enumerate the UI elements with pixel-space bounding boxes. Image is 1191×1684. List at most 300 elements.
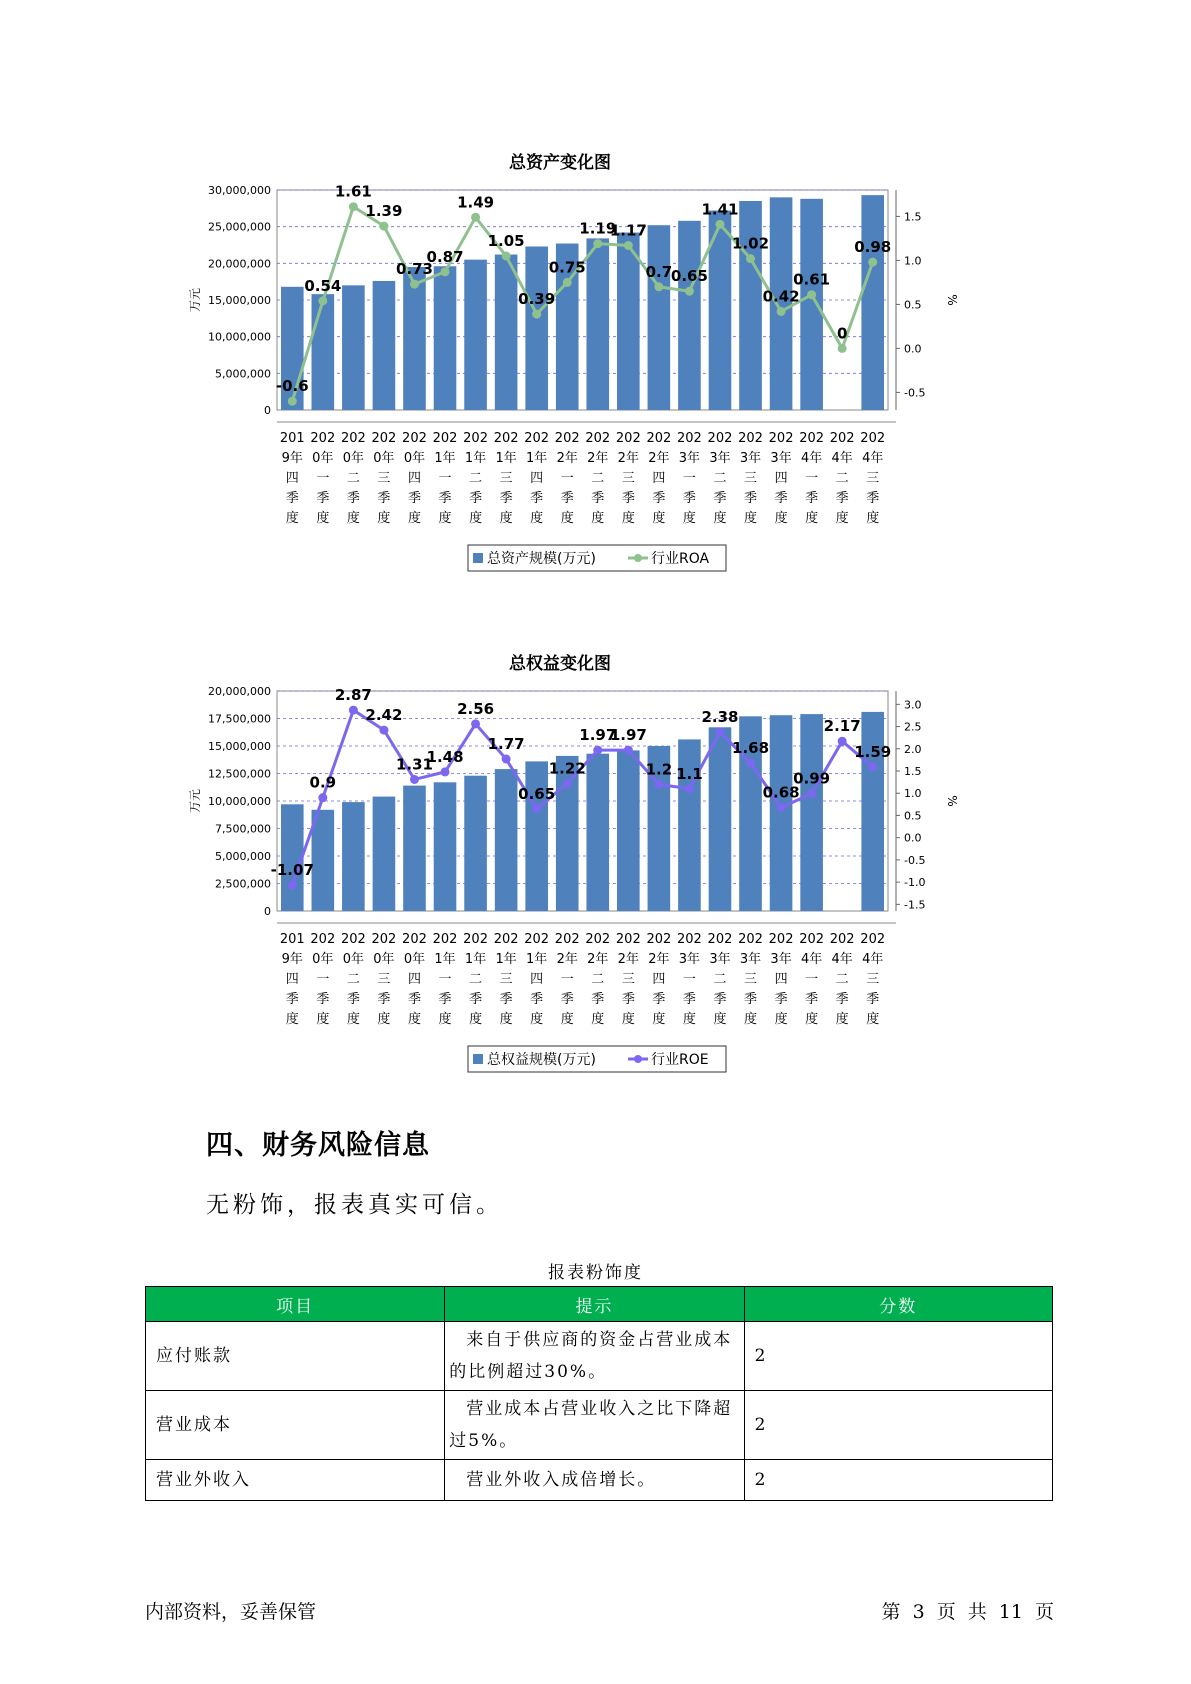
item-cell: 营业外收入 [146,1460,445,1501]
line-point [624,241,633,250]
line-point [318,296,327,305]
data-label: 0.98 [854,238,892,257]
line-point [288,397,297,406]
x-tick-label: 四 [407,471,421,486]
x-tick-label: 一 [805,471,819,486]
x-tick-label: 202 [402,932,427,947]
table-caption: 报表粉饰度 [548,1263,643,1283]
x-tick-label: 度 [285,1012,299,1027]
x-tick-label: 0年 [342,451,365,466]
y2-tick-label: 0.0 [904,342,922,356]
line-point [654,780,663,789]
x-tick-label: 四 [774,972,788,987]
y-tick-label: 0 [264,905,271,918]
legend-label: 总权益规模(万元) [487,1052,596,1068]
x-tick-label: 3年 [770,952,792,967]
legend-swatch-bar [473,553,483,563]
x-tick-label: 度 [652,1012,666,1027]
hint-cell: 营业成本占营业收入之比下降超过5%。 [445,1391,744,1460]
x-tick-label: 9年 [281,451,303,466]
x-tick-label: 季 [530,491,544,506]
x-tick-label: 度 [346,511,360,526]
x-tick-label: 202 [615,431,641,446]
score-cell: 2 [744,1460,1052,1501]
x-tick-label: 4年 [862,952,884,967]
x-tick-label: 季 [407,491,421,506]
line-point [868,763,877,772]
x-tick-label: 季 [377,992,391,1007]
line-point [349,706,358,715]
data-label: 0.54 [304,276,342,295]
line-point [593,746,602,755]
x-tick-label: 202 [524,932,550,947]
x-tick-label: 四 [285,972,299,987]
x-tick-label: 度 [530,511,544,526]
score-cell: 2 [744,1391,1052,1460]
data-label: 1.97 [609,726,647,745]
x-tick-label: 度 [774,1012,788,1027]
x-tick-label: 四 [652,972,666,987]
x-tick-label: 3年 [739,952,762,967]
line-point [868,258,877,267]
data-label: 0.68 [762,783,800,802]
x-tick-label: 度 [835,1012,849,1027]
x-tick-label: 一 [316,972,330,987]
x-tick-label: 度 [805,1012,819,1027]
hint-cell: 营业外收入成倍增长。 [445,1460,744,1501]
y-tick-label: 5,000,000 [215,367,271,381]
data-label: 1.02 [732,234,770,253]
x-tick-label: 季 [469,491,483,506]
page-number: 第 3 页 共 11 页 [881,1601,1054,1623]
x-tick-label: 季 [469,992,483,1007]
x-tick-label: 202 [860,431,886,446]
x-tick-label: 四 [407,972,421,987]
x-tick-label: 度 [285,511,299,526]
x-tick-label: 三 [377,471,391,486]
section-body: 无粉饰，报表真实可信。 [206,1192,503,1218]
x-tick-label: 季 [835,491,849,506]
x-tick-label: 季 [285,491,299,506]
x-tick-label: 一 [805,972,819,987]
line-point [685,287,694,296]
x-tick-label: 二 [591,972,605,987]
x-tick-label: 度 [316,1012,330,1027]
y2-tick-label: 2.5 [904,720,922,734]
x-tick-label: 二 [469,471,483,486]
x-tick-label: 度 [621,511,635,526]
x-tick-label: 202 [829,431,855,446]
data-label: 2.42 [365,706,403,725]
x-tick-label: 0年 [312,952,334,967]
x-tick-label: 2年 [587,952,609,967]
x-tick-label: 202 [738,431,763,446]
x-tick-label: 季 [407,992,421,1007]
x-tick-label: 度 [744,1012,758,1027]
y2-tick-label: 0.0 [904,831,922,845]
legend-label: 行业ROE [651,1052,709,1068]
item-cell: 营业成本 [146,1391,445,1460]
y2-tick-label: -1.0 [904,876,926,890]
x-tick-label: 1年 [434,952,456,967]
x-tick-label: 季 [866,491,880,506]
line-point [471,213,480,222]
x-tick-label: 度 [316,511,330,526]
line-point [807,789,816,798]
table-row [146,1322,1053,1391]
x-tick-label: 202 [432,932,458,947]
x-tick-label: 度 [713,511,727,526]
x-tick-label: 二 [346,471,360,486]
x-tick-label: 2年 [587,451,609,466]
bar [342,802,365,911]
x-tick-label: 季 [682,992,696,1007]
y-tick-label: 2,500,000 [215,877,271,891]
x-tick-label: 一 [682,471,696,486]
x-tick-label: 202 [860,932,886,947]
bar [495,769,518,911]
line-point [349,202,358,211]
x-tick-label: 4年 [800,952,823,967]
data-label: 0.75 [548,258,586,277]
line-point [746,254,755,263]
x-tick-label: 一 [438,972,452,987]
x-tick-label: 季 [652,491,666,506]
bar [617,750,640,911]
data-label: 2.56 [457,699,495,718]
x-tick-label: 二 [835,471,849,486]
bar [342,285,365,410]
x-tick-label: 四 [530,972,544,987]
y-tick-label: 15,000,000 [208,740,271,753]
x-tick-label: 0年 [373,952,395,967]
total-equity-chart [150,649,970,1099]
line-point [838,344,847,353]
bar [586,754,609,911]
data-label: 1.61 [334,182,372,201]
data-label: -1.07 [270,861,314,880]
x-tick-label: 二 [835,972,849,987]
x-tick-label: 202 [768,932,794,947]
line-point [777,803,786,812]
x-tick-label: 202 [829,932,855,947]
line-point [563,278,572,287]
bar [312,810,335,911]
column-header: 项目 [146,1287,445,1322]
data-label: 0.99 [793,769,831,788]
x-tick-label: 度 [835,511,849,526]
x-tick-label: 三 [621,471,635,486]
x-tick-label: 0年 [403,952,426,967]
x-tick-label: 季 [438,992,452,1007]
bar [739,201,762,410]
x-tick-label: 季 [316,992,330,1007]
y2-axis-label: % [945,294,959,306]
x-tick-label: 度 [682,1012,696,1027]
x-tick-label: 4年 [831,952,853,967]
x-tick-label: 202 [493,431,519,446]
x-tick-label: 度 [591,1012,605,1027]
x-tick-label: 3年 [709,451,731,466]
legend-label: 行业ROA [651,551,710,567]
line-point [593,239,602,248]
y2-axis-label: % [945,795,959,807]
data-label: 0.9 [309,773,337,792]
y2-tick-label: 1.0 [904,254,922,268]
y-axis-label: 万元 [188,287,202,313]
x-tick-label: 202 [799,431,825,446]
line-point [502,755,511,764]
line-point [379,726,388,735]
x-tick-label: 202 [799,932,825,947]
legend-swatch-point [634,1055,642,1063]
bar [464,260,487,410]
line-point [441,267,450,276]
line-point [654,282,663,291]
line-point [379,222,388,231]
x-tick-label: 0年 [312,451,334,466]
y2-tick-label: 0.5 [904,809,922,823]
bar [709,727,732,911]
line-point [318,793,327,802]
x-tick-label: 度 [591,511,605,526]
x-tick-label: 三 [744,471,758,486]
y-tick-label: 25,000,000 [208,220,271,234]
x-tick-label: 度 [377,511,391,526]
x-tick-label: 202 [463,932,488,947]
x-tick-label: 3年 [709,952,731,967]
data-label: 0.73 [395,260,433,279]
x-tick-label: 四 [652,471,666,486]
x-tick-label: 度 [438,511,452,526]
x-tick-label: 一 [560,471,574,486]
x-tick-label: 3年 [770,451,792,466]
x-tick-label: 季 [713,992,727,1007]
x-tick-label: 202 [585,932,611,947]
x-tick-label: 202 [554,431,580,446]
x-tick-label: 1年 [464,952,487,967]
data-label: 1.22 [548,759,586,778]
bar [373,281,396,410]
x-tick-label: 202 [432,431,458,446]
line-point [838,737,847,746]
x-tick-label: 202 [677,431,702,446]
x-tick-label: 季 [499,491,513,506]
x-tick-label: 季 [621,491,635,506]
line-point [532,310,541,319]
x-tick-label: 度 [346,1012,360,1027]
x-tick-label: 202 [371,932,397,947]
bar [373,797,396,911]
line-point [624,746,633,755]
x-tick-label: 季 [346,992,360,1007]
x-tick-label: 一 [560,972,574,987]
y-tick-label: 5,000,000 [215,850,271,863]
x-tick-label: 二 [469,972,483,987]
x-tick-label: 二 [591,471,605,486]
line-point [288,881,297,890]
x-tick-label: 202 [585,431,611,446]
x-tick-label: 季 [621,992,635,1007]
x-tick-label: 度 [438,1012,452,1027]
x-tick-label: 度 [407,1012,421,1027]
bar [281,804,304,911]
y2-tick-label: 3.0 [904,698,922,712]
data-label: 1.68 [732,739,770,757]
x-tick-label: 三 [866,972,880,987]
x-tick-label: 度 [469,511,483,526]
x-tick-label: 三 [621,972,635,987]
x-tick-label: 度 [713,1012,727,1027]
x-tick-label: 202 [646,932,672,947]
bar [800,714,823,911]
x-tick-label: 季 [316,491,330,506]
bar [617,233,640,410]
x-tick-label: 季 [560,992,574,1007]
total-assets-chart-svg [150,178,970,618]
x-tick-label: 202 [463,431,488,446]
x-tick-label: 2年 [617,952,639,967]
x-tick-label: 202 [554,932,580,947]
bar [800,199,823,410]
bar [464,776,487,911]
x-tick-label: 三 [866,471,880,486]
total-equity-chart-svg [150,679,970,1119]
line-point [410,280,419,289]
line-point [410,775,419,784]
x-tick-label: 0年 [403,451,426,466]
x-tick-label: 一 [316,471,330,486]
x-tick-label: 三 [499,972,513,987]
x-tick-label: 1年 [526,952,548,967]
x-tick-label: 2年 [556,952,578,967]
y-tick-label: 17,500,000 [208,712,271,726]
data-label: 2.38 [701,707,739,726]
x-tick-label: 季 [774,491,788,506]
y-tick-label: 30,000,000 [208,184,271,197]
x-tick-label: 季 [499,992,513,1007]
x-tick-label: 季 [744,491,758,506]
bar [434,782,457,911]
x-tick-label: 度 [866,511,880,526]
y-tick-label: 15,000,000 [208,294,271,307]
data-label: 1.05 [487,232,525,250]
y-tick-label: 7,500,000 [215,822,271,836]
x-tick-label: 202 [371,431,397,446]
data-label: 1.77 [487,735,525,753]
data-label: 0.39 [518,290,556,309]
x-tick-label: 度 [560,1012,574,1027]
data-label: 0.7 [645,262,673,281]
x-tick-label: 四 [774,471,788,486]
y2-tick-label: 1.5 [904,765,922,778]
data-label: 1.97 [579,726,617,745]
x-tick-label: 202 [340,932,366,947]
x-tick-label: 季 [285,992,299,1007]
score-cell: 2 [744,1322,1052,1391]
line-point [715,220,724,229]
x-tick-label: 一 [682,972,696,987]
line-point [685,784,694,793]
line-point [502,252,511,261]
data-label: 2.17 [823,717,861,736]
column-header: 分数 [744,1287,1052,1322]
x-tick-label: 202 [677,932,702,947]
data-label: 1.59 [854,743,892,761]
x-tick-label: 3年 [678,952,701,967]
data-label: 1.39 [365,202,403,221]
data-label: 1.31 [395,755,433,774]
legend-swatch-bar [473,1054,483,1064]
x-tick-label: 度 [774,511,788,526]
x-tick-label: 四 [285,471,299,486]
y-tick-label: 20,000,000 [208,685,271,698]
x-tick-label: 202 [646,431,672,446]
line-point [777,307,786,316]
data-label: 1.19 [579,219,617,238]
y-tick-label: 0 [264,404,271,417]
x-tick-label: 1年 [495,451,517,466]
x-tick-label: 季 [560,491,574,506]
x-tick-label: 季 [652,992,666,1007]
x-tick-label: 202 [615,932,641,947]
x-tick-label: 季 [682,491,696,506]
x-tick-label: 二 [346,972,360,987]
x-tick-label: 度 [805,511,819,526]
table-row [146,1460,1053,1501]
data-label: 1.48 [426,747,464,766]
chart-title: 总权益变化图 [509,654,611,674]
bar [678,221,701,410]
line-point [532,804,541,813]
data-label: 0.61 [793,270,831,289]
y2-tick-label: 2.0 [904,742,922,756]
x-tick-label: 季 [591,491,605,506]
data-label: 1.1 [676,764,703,783]
bar [312,294,335,410]
x-tick-label: 201 [279,932,305,947]
y2-tick-label: 0.5 [904,298,922,312]
y2-tick-label: -0.5 [904,386,926,400]
x-tick-label: 季 [346,491,360,506]
x-tick-label: 季 [835,992,849,1007]
y2-tick-label: -1.5 [904,898,926,912]
x-tick-label: 2年 [556,451,578,466]
x-tick-label: 三 [499,471,513,486]
x-tick-label: 度 [530,1012,544,1027]
line-point [441,767,450,776]
bar [861,712,884,911]
y-tick-label: 20,000,000 [208,257,271,271]
x-tick-label: 4年 [831,451,853,466]
x-tick-label: 2年 [648,451,670,466]
x-tick-label: 季 [866,992,880,1007]
x-tick-label: 0年 [342,952,365,967]
x-tick-label: 度 [652,511,666,526]
section-heading: 四、财务风险信息 [206,1130,430,1161]
line-point [715,727,724,736]
x-tick-label: 四 [530,471,544,486]
x-tick-label: 度 [866,1012,880,1027]
total-assets-chart [150,148,970,598]
x-tick-label: 季 [774,992,788,1007]
x-tick-label: 202 [707,431,733,446]
data-label: 0.65 [670,267,708,286]
x-tick-label: 1年 [434,451,456,466]
data-label: 0.42 [762,287,800,306]
bar [525,246,548,410]
line-point [746,759,755,768]
